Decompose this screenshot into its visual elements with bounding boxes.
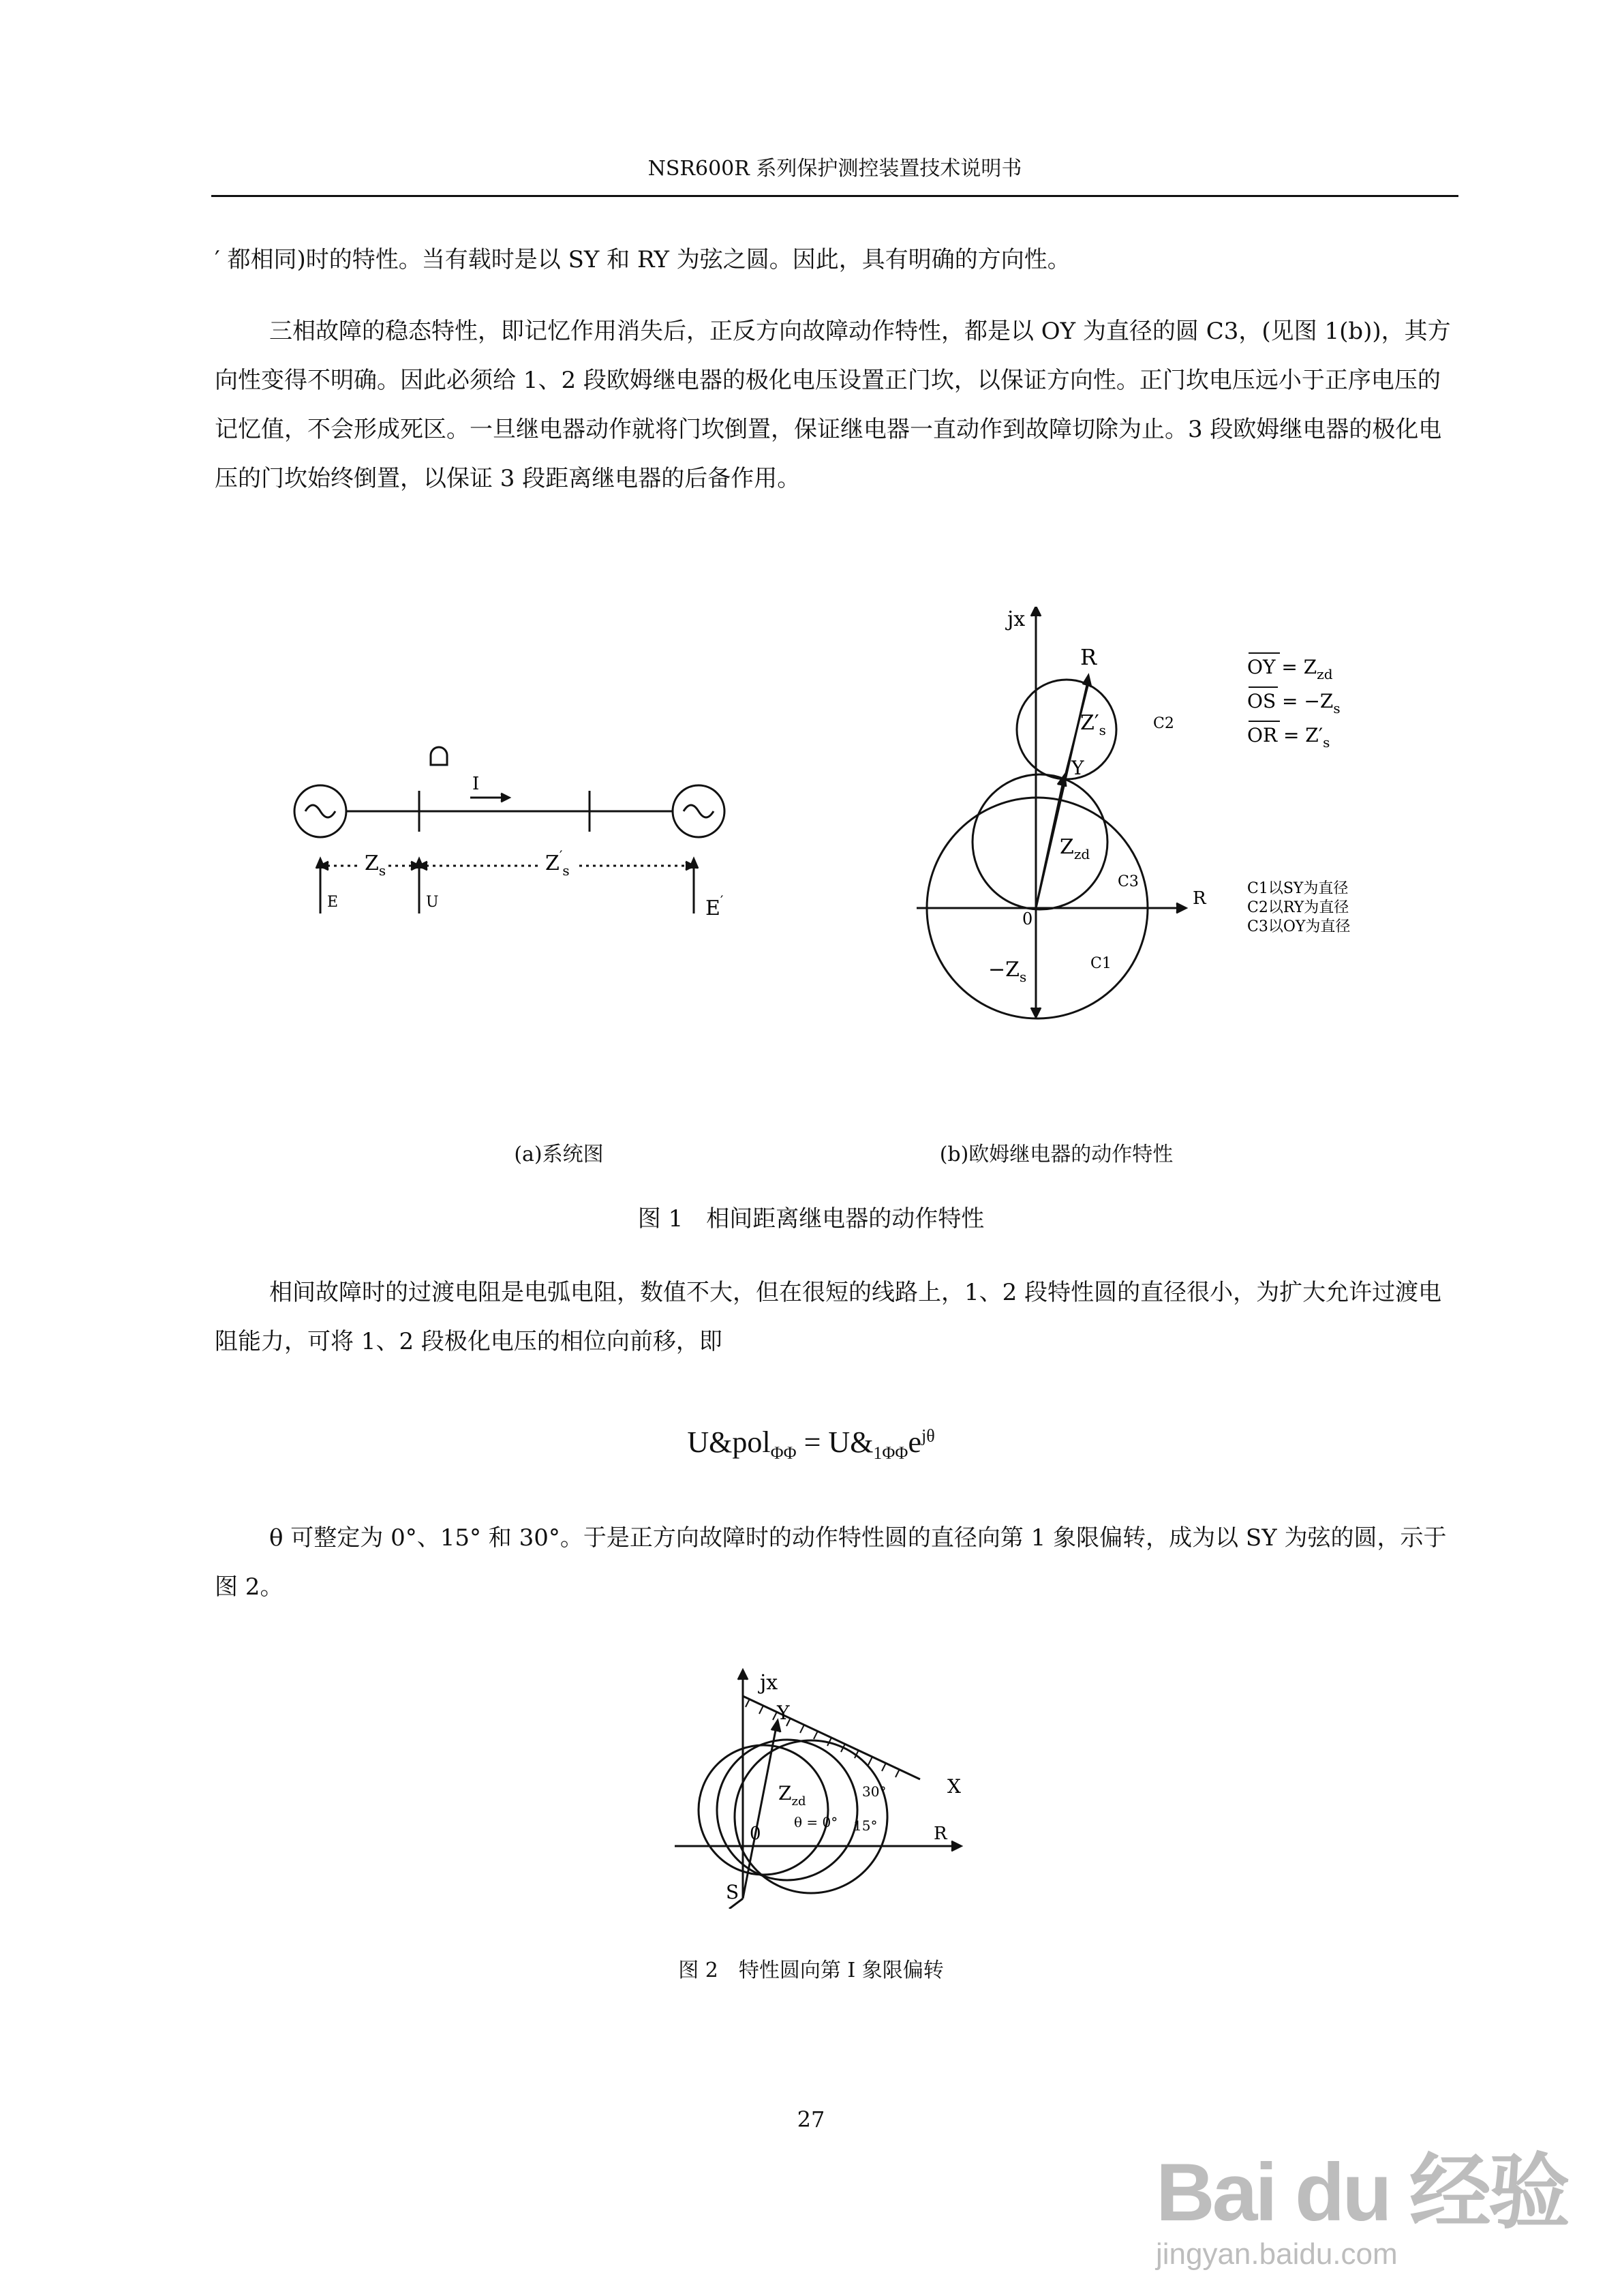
- paragraph-4: θ 可整定为 0°、15° 和 30°。于是正方向故障时的动作特性圆的直径向第 1 象限偏转，成为以 SY 为弦的圆，示于图 2。: [215, 1524, 1447, 1601]
- watermark: [1156, 2127, 1567, 2271]
- note-c3: C3以OY为直径: [1247, 918, 1351, 935]
- zzd-label: $Z_{zd}$: [1060, 835, 1090, 862]
- legend-or: OR = $Z'_s$: [1247, 724, 1330, 751]
- c2-label: C2: [1153, 715, 1174, 732]
- legend-oy: OY = $Z_{zd}$: [1247, 656, 1333, 682]
- angle-30-label: 30°: [862, 1783, 887, 1800]
- paragraph-2: 三相故障的稳态特性，即记忆作用消失后，正反方向故障动作特性，都是以 OY 为直径的圆 C3，(见图 1(b))，其方向性变得不明确。因此必须给 1、2 段欧姆继电器的极化电压设置正门坎，以保证方向性。正门坎电压远小于正序电压的记忆值，不会形成死区。一旦继电器动作就将门坎倒置，保证继电器一直动作到故障切除为止。3 段欧姆继电器的极化电压的门坎始终倒置，以保证 3 段距离继电器的后备作用。: [215, 318, 1451, 492]
- paragraph-3: 相间故障时的过渡电阻是电弧电阻，数值不大，但在很短的线路上，1、2 段特性圆的直径很小，为扩大允许过渡电阻能力，可将 1、2 段极化电压的相位向前移，即: [215, 1279, 1442, 1355]
- current-label: I: [472, 774, 480, 794]
- fig1b-characteristic-diagram: [900, 607, 1390, 1029]
- fig1b-caption: (b)欧姆继电器的动作特性: [939, 1143, 1174, 1166]
- zs-prime-label: $Z'_s$: [1080, 711, 1106, 738]
- fig2-title: 图 2 特性圆向第 I 象限偏转: [678, 1959, 944, 1982]
- point-x-label: X: [947, 1775, 961, 1798]
- axis-r-label: R: [934, 1824, 947, 1844]
- point-r-label: R: [1080, 644, 1097, 670]
- e-prime-label: E′: [705, 892, 724, 920]
- e-label: E: [327, 894, 339, 911]
- axis-jx-label: jx: [760, 1671, 778, 1695]
- c1-label: C1: [1090, 955, 1112, 972]
- note-c1: C1以SY为直径: [1247, 880, 1349, 897]
- c3-label: C3: [1118, 873, 1139, 890]
- zs-label: $Z_s$: [365, 851, 386, 879]
- note-c2: C2以RY为直径: [1247, 899, 1349, 916]
- neg-zs-label: $-Z_s$: [988, 958, 1027, 985]
- header-rule: [211, 195, 1458, 197]
- fig1a-system-diagram: [279, 736, 756, 941]
- point-y-label: Y: [777, 1702, 790, 1724]
- watermark-brand: Bai du 经验: [1155, 2147, 1567, 2238]
- u-label: U: [426, 894, 439, 911]
- theta-label: θ = 0°: [794, 1814, 838, 1830]
- legend-os: OS = $-Z_s$: [1247, 690, 1341, 716]
- point-y-label: Y: [1071, 757, 1084, 779]
- formula: U&pol$_{\Phi\Phi}$ = $U\&_{1\Phi\Phi}e^{j\theta}$: [687, 1425, 935, 1463]
- zzd-label: $Z_{zd}$: [778, 1782, 806, 1809]
- angle-15-label: 15°: [853, 1817, 878, 1834]
- axis-r-label: R: [1193, 888, 1206, 909]
- breaker-icon: [431, 747, 447, 765]
- watermark-url: jingyan.baidu.com: [1155, 2237, 1398, 2271]
- zs-prime-label: $Z'_s$: [545, 847, 570, 879]
- circle-theta-15: [717, 1740, 857, 1880]
- fig1a-caption: (a)系统图: [514, 1143, 604, 1166]
- vector-legend: [1247, 653, 1341, 751]
- paragraph-1: ′ 都相同)时的特性。当有载时是以 SY 和 RY 为弦之圆。因此，具有明确的方向性。: [215, 246, 1071, 273]
- point-s-label: S: [726, 1881, 739, 1903]
- page-header: NSR600R 系列保护测控装置技术说明书: [647, 157, 1022, 181]
- fig1-title: 图 1 相间距离继电器的动作特性: [637, 1205, 985, 1233]
- page-number: 27: [797, 2106, 825, 2132]
- origin-label: 0: [1022, 909, 1033, 928]
- fig2-diagram: [675, 1663, 988, 1909]
- origin-label: 0: [750, 1824, 761, 1844]
- axis-jx-label: jx: [1007, 607, 1026, 631]
